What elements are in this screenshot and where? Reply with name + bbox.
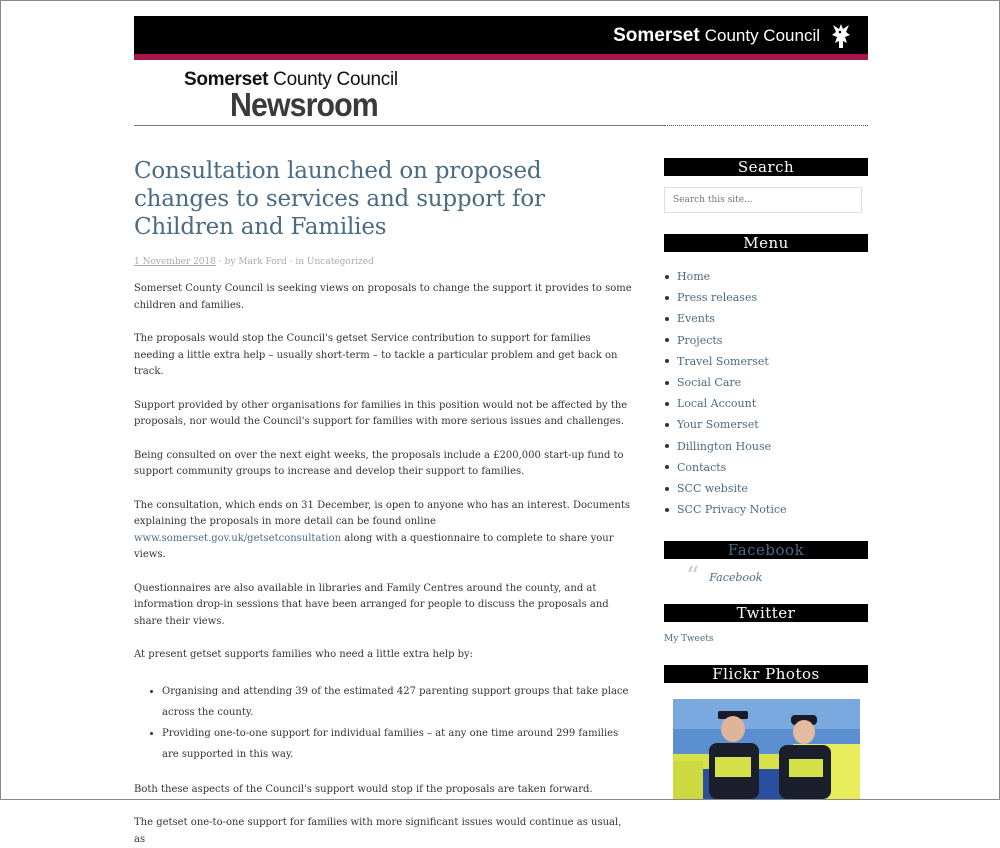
menu-item-label: Home xyxy=(677,270,711,283)
newsroom-logo[interactable] xyxy=(184,69,398,123)
council-brand-link[interactable] xyxy=(613,21,854,51)
article-paragraph: Being consulted on over the next eight weeks, the proposals include a £200,000 start-up fund to support community groups to increase and develop their support to families. xyxy=(134,449,624,477)
menu-item-label: SCC website xyxy=(677,482,748,496)
menu-item-label: Projects xyxy=(677,333,723,347)
bullet-icon xyxy=(665,487,669,491)
article-title[interactable]: Consultation launched on proposed changes to services and support for Children and Families xyxy=(134,158,545,240)
article-meta xyxy=(134,257,634,267)
wyvern-crest-icon xyxy=(828,21,854,51)
consultation-link[interactable]: www.somerset.gov.uk/getsetconsultation xyxy=(134,532,342,544)
menu-item-travel-somerset[interactable] xyxy=(664,351,868,372)
article xyxy=(134,157,634,848)
search-widget-title: Search xyxy=(664,158,868,176)
menu-item-label: Social Care xyxy=(677,376,742,390)
bullet-icon xyxy=(665,275,669,279)
bullet-icon xyxy=(665,465,669,469)
menu-widget-title: Menu xyxy=(664,234,868,252)
menu-item-label: SCC Privacy Notice xyxy=(677,503,787,517)
menu-item-label: Contacts xyxy=(677,460,727,474)
meta-by-text: · by xyxy=(218,257,236,267)
sidebar-menu xyxy=(664,266,868,520)
header-divider-dotted xyxy=(664,125,868,126)
brand-bold-text: Somerset xyxy=(613,25,700,46)
header-divider xyxy=(134,125,664,126)
consult-text-before: The consultation, which ends on 31 December, is open to anyone who has an interest. Documents explaining the proposals in more detail can be found online xyxy=(134,499,631,527)
article-author-link[interactable]: Mark Ford xyxy=(238,257,287,267)
menu-item-home[interactable] xyxy=(664,266,868,287)
my-tweets-link[interactable]: My Tweets xyxy=(664,634,714,645)
menu-item-contacts[interactable] xyxy=(664,457,868,478)
bullet-icon xyxy=(665,423,669,427)
menu-item-projects[interactable] xyxy=(664,330,868,351)
bullet-icon xyxy=(665,359,669,363)
article-paragraph: Both these aspects of the Council's support would stop if the proposals are taken forward. xyxy=(134,783,593,795)
article-paragraph: At present getset supports families who need a little extra help by: xyxy=(134,649,474,660)
logo-somerset-text: Somerset xyxy=(184,69,269,90)
menu-item-label: Press releases xyxy=(677,291,758,305)
article-body xyxy=(134,281,634,848)
bullet-icon xyxy=(665,402,669,406)
brand-regular-text: County Council xyxy=(704,26,820,45)
bullet-icon xyxy=(665,338,669,342)
bullet-icon xyxy=(665,508,669,512)
article-paragraph: The proposals would stop the Council's getset Service contribution to support for families needing a little extra help – usually short-term – to tackle a particular problem and get back on track. xyxy=(134,333,618,377)
menu-item-label: Your Somerset xyxy=(677,418,759,432)
article-paragraph: Questionnaires are also available in libraries and Family Centres around the county, and at information drop-in sessions that have been arranged for people to discuss the proposals and share their views. xyxy=(134,582,609,627)
consult-text-after: along with a questionnaire to complete to share your views. xyxy=(134,532,614,560)
facebook-link[interactable] xyxy=(686,561,868,592)
logo-newsroom-text: Newsroom xyxy=(230,86,378,123)
support-list xyxy=(134,681,634,765)
menu-item-events[interactable] xyxy=(664,308,868,329)
article-paragraph: The getset one-to-one support for families with more significant issues would continue as usual, as xyxy=(134,817,622,845)
search-input[interactable] xyxy=(664,187,862,213)
flickr-police-photo-image xyxy=(673,699,860,799)
bullet-icon xyxy=(665,317,669,321)
article-paragraph: Somerset County Council is seeking views on proposals to change the support it provides to some children and families. xyxy=(134,283,632,311)
menu-item-scc-website[interactable] xyxy=(664,478,868,499)
quote-icon: “ xyxy=(686,561,700,592)
menu-item-scc-privacy-notice[interactable] xyxy=(664,499,868,520)
meta-in-text: · in xyxy=(289,257,305,267)
bullet-icon xyxy=(665,444,669,448)
logo-county-council-text: County Council xyxy=(268,69,398,90)
facebook-link-label: Facebook xyxy=(709,571,763,585)
article-date-link[interactable]: 1 November 2018 xyxy=(134,257,216,267)
sidebar xyxy=(664,158,868,799)
menu-item-label: Dillington House xyxy=(677,439,772,453)
flickr-widget-title: Flickr Photos xyxy=(664,665,868,683)
article-paragraph: Support provided by other organisations for families in this position would not be affected by the proposals, nor would the Council's support for families with more serious issues and challenges. xyxy=(134,399,628,427)
list-item: • Providing one-to-one support for individual families – at any one time around 299 families are supported in this way. xyxy=(162,723,634,765)
menu-item-social-care[interactable] xyxy=(664,372,868,393)
menu-item-local-account[interactable] xyxy=(664,393,868,414)
menu-item-your-somerset[interactable] xyxy=(664,414,868,435)
menu-item-label: Travel Somerset xyxy=(677,354,769,368)
menu-item-label: Local Account xyxy=(677,397,757,411)
twitter-widget-title: Twitter xyxy=(664,604,868,622)
menu-item-dillington-house[interactable] xyxy=(664,436,868,457)
flickr-photo[interactable] xyxy=(673,699,860,799)
article-category-link[interactable]: Uncategorized xyxy=(306,257,374,267)
menu-item-press-releases[interactable] xyxy=(664,287,868,308)
bullet-icon xyxy=(665,381,669,385)
facebook-widget-title: Facebook xyxy=(664,541,868,559)
menu-item-label: Events xyxy=(677,312,715,326)
article-paragraph-consultation xyxy=(134,498,634,564)
bullet-icon xyxy=(665,296,669,300)
list-item: • Organising and attending 39 of the estimated 427 parenting support groups that take place across the county. xyxy=(162,681,634,723)
top-bar xyxy=(134,16,868,60)
